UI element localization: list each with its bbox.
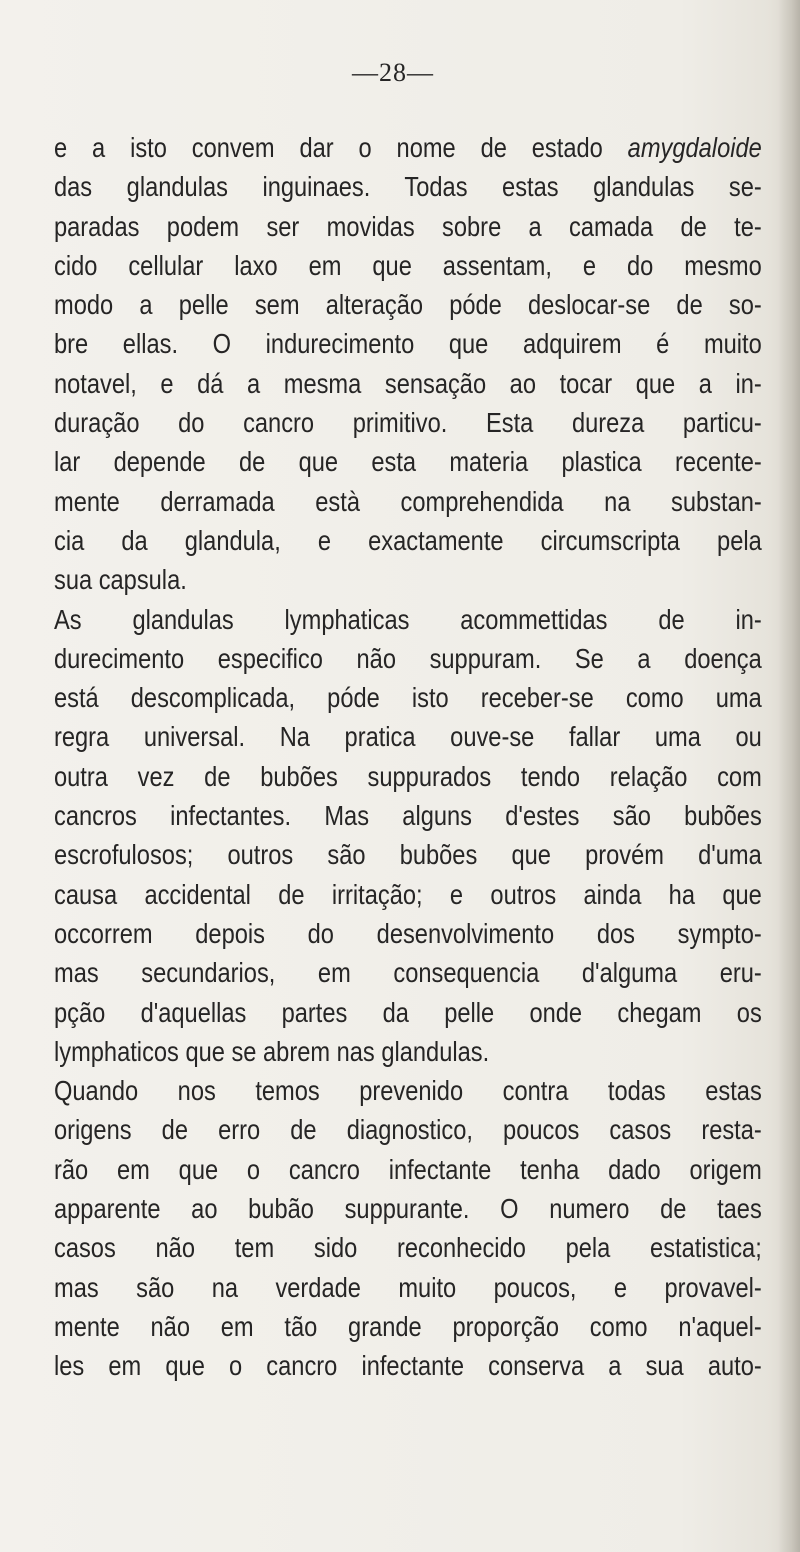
page-number: —28— [352,58,434,87]
text-line-32: les em que o cancro infectante conserva a sua auto- [54,1350,762,1382]
text-line-26: origens de erro de diagnostico, poucos casos resta- [54,1114,762,1146]
text-line-9: lar depende de que esta materia plastica recente- [54,446,762,478]
text-line-12: sua capsula. [54,564,187,596]
text-line-1 [54,128,762,167]
text-line-17: outra vez de bubões suppurados tendo relação com [54,760,762,792]
text-line-19: escrofulosos; outros são bubões que provém d'uma [54,839,762,871]
text-line-2: das glandulas inguinaes. Todas estas glandulas se- [54,171,762,203]
text-line-31: mente não em tão grande proporção como n'aquel- [54,1310,762,1342]
text-line-8: duração do cancro primitivo. Esta dureza particu- [54,407,762,439]
text-line-6: bre ellas. O indurecimento que adquirem é muito [54,328,762,360]
text-line-23: pção d'aquellas partes da pelle onde chegam os [54,996,762,1028]
text-line-13: As glandulas lymphaticas acommettidas de in- [54,603,762,635]
text-line-28: apparente ao bubão suppurante. O numero de taes [54,1193,762,1225]
page-edge-shadow [778,0,800,1552]
text-line-30: mas são na verdade muito poucos, e provavel- [54,1271,762,1303]
text-line-25: Quando nos temos prevenido contra todas estas [54,1075,762,1107]
text-line-3: paradas podem ser movidas sobre a camada de te- [54,210,762,242]
text-line-1-plain: e a isto convem dar o nome de estado [54,132,628,163]
body-text [54,128,762,1386]
text-line-16: regra universal. Na pratica ouve-se fallar uma ou [54,721,762,753]
text-line-7: notavel, e dá a mesma sensação ao tocar que a in- [54,367,762,399]
text-line-10: mente derramada està comprehendida na substan- [54,485,762,517]
text-line-11: cia da glandula, e exactamente circumscripta pela [54,524,762,556]
text-line-14: durecimento especifico não suppuram. Se a doença [54,642,762,674]
text-line-21: occorrem depois do desenvolvimento dos sympto- [54,917,762,949]
text-line-20: causa accidental de irritação; e outros ainda ha que [54,878,762,910]
text-line-27: rão em que o cancro infectante tenha dado origem [54,1153,762,1185]
text-line-22: mas secundarios, em consequencia d'alguma eru- [54,957,762,989]
text-line-5: modo a pelle sem alteração póde deslocar-se de so- [54,289,762,321]
text-line-1-italic: amygdaloide [627,132,762,163]
text-line-15: está descomplicada, póde isto receber-se como uma [54,682,762,714]
text-line-18: cancros infectantes. Mas alguns d'estes são bubões [54,800,762,832]
text-line-24: lymphaticos que se abrem nas glandulas. [54,1035,490,1067]
text-line-4: cido cellular laxo em que assentam, e do mesmo [54,249,762,281]
text-line-29: casos não tem sido reconhecido pela estatistica; [54,1232,762,1264]
